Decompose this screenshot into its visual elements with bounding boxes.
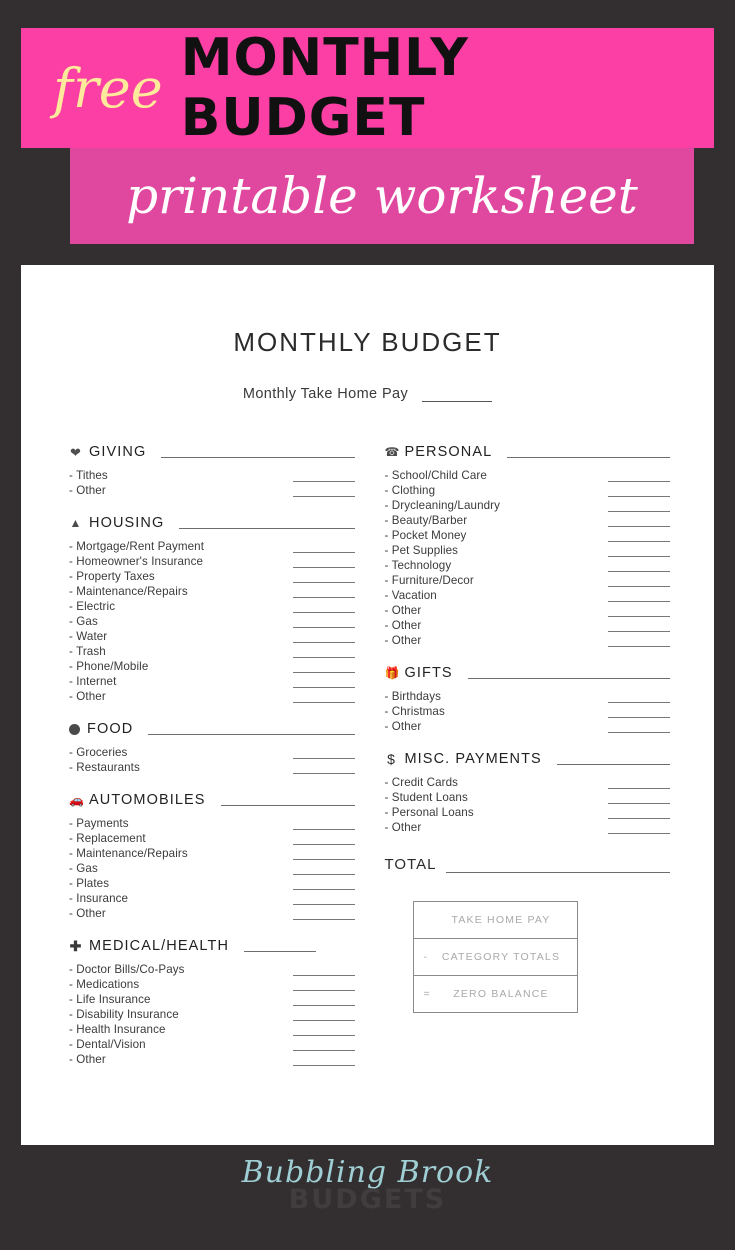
category-name: GIFTS (404, 665, 453, 681)
list-item (69, 815, 355, 830)
category-total-input[interactable] (244, 940, 316, 952)
list-item (69, 830, 355, 845)
category-name: AUTOMOBILES (89, 792, 206, 808)
item-input[interactable] (293, 878, 355, 890)
item-label: - Restaurants (69, 761, 140, 774)
take-home-pay-label: Monthly Take Home Pay (242, 386, 409, 402)
item-label: - Water (69, 630, 108, 643)
category-header (69, 721, 355, 737)
item-label: - Other (69, 690, 106, 703)
category-food (69, 721, 355, 774)
category-header (69, 792, 355, 808)
item-label: - Replacement (69, 832, 146, 845)
circle-icon (69, 724, 80, 735)
item-label: - Pocket Money (384, 529, 467, 542)
formula-row-category-totals (414, 939, 577, 976)
item-input[interactable] (293, 762, 355, 774)
list-item (385, 688, 671, 703)
gift-icon: 🎁 (384, 665, 400, 680)
category-name: MEDICAL/HEALTH (89, 938, 230, 954)
list-item (385, 789, 671, 804)
item-label: - Health Insurance (69, 1023, 166, 1036)
category-misc-payments (385, 751, 671, 834)
item-input[interactable] (293, 1054, 355, 1066)
item-label: - Gas (69, 615, 98, 628)
item-input[interactable] (293, 661, 355, 673)
worksheet (21, 265, 714, 1145)
zero-balance-formula-box (413, 901, 578, 1013)
list-item (69, 583, 355, 598)
item-label: - Life Insurance (69, 993, 151, 1006)
item-input[interactable] (608, 575, 670, 587)
take-home-pay-row (21, 386, 714, 402)
item-input[interactable] (293, 863, 355, 875)
category-medical-health (69, 938, 355, 1066)
item-input[interactable] (293, 470, 355, 482)
list-item (69, 598, 355, 613)
item-label: - Trash (69, 645, 106, 658)
banner-inner (21, 28, 714, 148)
item-label: - Dental/Vision (69, 1038, 146, 1051)
item-label: - Clothing (384, 484, 436, 497)
item-label: - Birthdays (384, 690, 442, 703)
item-label: - Furniture/Decor (384, 574, 474, 587)
list-item (69, 976, 355, 991)
list-item (69, 568, 355, 583)
category-items (69, 538, 355, 703)
item-label: - Internet (69, 675, 117, 688)
item-input[interactable] (608, 560, 670, 572)
item-input[interactable] (293, 691, 355, 703)
category-giving (69, 444, 355, 497)
category-items (69, 815, 355, 920)
formula-label: CATEGORY TOTALS (441, 951, 561, 963)
list-item (69, 1006, 355, 1021)
category-gifts (385, 665, 671, 733)
list-item (385, 718, 671, 733)
list-item (69, 759, 355, 774)
item-input[interactable] (293, 1009, 355, 1021)
list-item (69, 643, 355, 658)
formula-operator: - (423, 951, 429, 963)
item-label: - Property Taxes (69, 570, 155, 583)
item-label: - Drycleaning/Laundry (384, 499, 501, 512)
item-label: - Mortgage/Rent Payment (69, 540, 205, 553)
list-item (385, 804, 671, 819)
right-column (385, 444, 671, 1084)
list-item (69, 658, 355, 673)
category-header (385, 665, 671, 681)
item-input[interactable] (293, 818, 355, 830)
list-item (69, 673, 355, 688)
formula-operator: = (423, 988, 431, 1000)
list-item (69, 961, 355, 976)
item-input[interactable] (293, 646, 355, 658)
list-item (69, 860, 355, 875)
item-input[interactable] (608, 721, 670, 733)
category-name: HOUSING (89, 515, 165, 531)
item-label: - Doctor Bills/Co-Pays (69, 963, 185, 976)
item-label: - Beauty/Barber (384, 514, 468, 527)
item-label: - Other (384, 821, 422, 834)
item-input[interactable] (293, 485, 355, 497)
item-input[interactable] (608, 792, 670, 804)
category-personal (385, 444, 671, 647)
worksheet-title: MONTHLY BUDGET (233, 327, 502, 357)
logo-script-text: Bubbling Brook (241, 1155, 494, 1190)
list-item (69, 845, 355, 860)
list-item (385, 819, 671, 834)
item-input[interactable] (608, 590, 670, 602)
item-label: - Plates (69, 877, 110, 890)
item-label: - Insurance (69, 892, 129, 905)
list-item (385, 632, 671, 647)
list-item (385, 482, 671, 497)
banner-top (21, 28, 714, 148)
list-item (69, 467, 355, 482)
category-name: GIVING (89, 444, 147, 460)
category-housing (69, 515, 355, 703)
item-input[interactable] (608, 822, 670, 834)
item-input[interactable] (293, 1024, 355, 1036)
banner-title: MONTHLY BUDGET (180, 28, 469, 148)
banner-subtitle-bar (70, 148, 694, 244)
formula-label: TAKE HOME PAY (451, 914, 551, 926)
category-name: MISC. PAYMENTS (404, 751, 542, 767)
phone-icon: ☎ (384, 444, 400, 459)
category-total-input[interactable] (161, 446, 354, 458)
item-input[interactable] (293, 979, 355, 991)
list-item (385, 557, 671, 572)
list-item (385, 602, 671, 617)
list-item (69, 688, 355, 703)
item-input[interactable] (608, 515, 670, 527)
dollar-icon: $ (387, 750, 395, 767)
list-item (385, 587, 671, 602)
item-label: - Payments (69, 817, 129, 830)
item-input[interactable] (293, 848, 355, 860)
item-input[interactable] (293, 586, 355, 598)
item-input[interactable] (608, 545, 670, 557)
item-label: - Phone/Mobile (69, 660, 149, 673)
list-item (385, 527, 671, 542)
banner-subtitle: printable worksheet (126, 167, 638, 225)
list-item (385, 774, 671, 789)
item-input[interactable] (293, 908, 355, 920)
list-item (69, 482, 355, 497)
category-total-input[interactable] (468, 667, 670, 679)
item-label: - Christmas (384, 705, 445, 718)
category-total-input[interactable] (148, 723, 354, 735)
list-item (385, 617, 671, 632)
item-input[interactable] (608, 530, 670, 542)
list-item (69, 1036, 355, 1051)
total-row (385, 856, 671, 873)
list-item (69, 905, 355, 920)
item-input[interactable] (293, 676, 355, 688)
category-total-input[interactable] (221, 794, 355, 806)
category-items (69, 961, 355, 1066)
item-label: - Vacation (384, 589, 437, 602)
plus-icon: ✚ (69, 937, 82, 954)
item-label: - Other (69, 907, 106, 920)
left-column (69, 444, 355, 1084)
item-input[interactable] (293, 747, 355, 759)
list-item (69, 538, 355, 553)
item-label: - Tithes (69, 469, 108, 482)
item-input[interactable] (293, 964, 355, 976)
item-input[interactable] (293, 994, 355, 1006)
item-input[interactable] (608, 605, 670, 617)
list-item (69, 553, 355, 568)
item-input[interactable] (293, 616, 355, 628)
item-input[interactable] (608, 635, 670, 647)
category-items (385, 467, 671, 647)
category-header (69, 515, 355, 531)
item-input[interactable] (293, 1039, 355, 1051)
category-total-input[interactable] (507, 446, 670, 458)
list-item (385, 497, 671, 512)
list-item (69, 628, 355, 643)
category-header (385, 751, 671, 767)
formula-row-zero-balance (414, 976, 577, 1012)
item-input[interactable] (293, 601, 355, 613)
item-label: - Other (384, 604, 422, 617)
item-input[interactable] (608, 620, 670, 632)
list-item (385, 542, 671, 557)
item-label: - School/Child Care (384, 469, 487, 482)
list-item (69, 991, 355, 1006)
item-label: - Medications (69, 978, 140, 991)
item-input[interactable] (608, 500, 670, 512)
item-input[interactable] (293, 556, 355, 568)
item-label: - Homeowner's Insurance (69, 555, 204, 568)
item-label: - Pet Supplies (384, 544, 459, 557)
category-items (385, 774, 671, 834)
list-item (69, 890, 355, 905)
item-input[interactable] (608, 777, 670, 789)
category-total-input[interactable] (179, 517, 354, 529)
list-item (69, 1051, 355, 1066)
item-label: - Other (384, 619, 422, 632)
item-label: - Technology (384, 559, 452, 572)
item-label: - Personal Loans (384, 806, 474, 819)
item-label: - Maintenance/Repairs (69, 847, 188, 860)
item-input[interactable] (608, 691, 670, 703)
list-item (385, 703, 671, 718)
category-header (69, 938, 355, 954)
list-item (69, 744, 355, 759)
formula-label: ZERO BALANCE (453, 988, 549, 1000)
item-label: - Other (384, 720, 422, 733)
item-label: - Other (69, 484, 106, 497)
item-label: - Other (69, 1053, 106, 1066)
item-label: - Gas (69, 862, 98, 875)
house-icon: ▲ (69, 515, 82, 530)
item-input[interactable] (293, 631, 355, 643)
item-input[interactable] (293, 571, 355, 583)
list-item (385, 467, 671, 482)
car-icon: 🚗 (69, 792, 84, 807)
item-label: - Student Loans (384, 791, 468, 804)
category-items (385, 688, 671, 733)
list-item (385, 572, 671, 587)
list-item (69, 875, 355, 890)
item-label: - Disability Insurance (69, 1008, 179, 1021)
item-input[interactable] (293, 541, 355, 553)
category-header (385, 444, 671, 460)
formula-row-take-home (414, 902, 577, 939)
item-input[interactable] (293, 893, 355, 905)
item-input[interactable] (608, 485, 670, 497)
item-input[interactable] (293, 833, 355, 845)
list-item (69, 1021, 355, 1036)
category-name: PERSONAL (404, 444, 493, 460)
banner-free-word: free (53, 56, 163, 120)
item-label: - Electric (69, 600, 116, 613)
worksheet-columns (21, 444, 714, 1084)
category-items (69, 467, 355, 497)
logo-sub-text: BUDGETS (288, 1184, 447, 1215)
category-total-input[interactable] (557, 753, 670, 765)
item-label: - Maintenance/Repairs (69, 585, 188, 598)
category-automobiles (69, 792, 355, 920)
list-item (69, 613, 355, 628)
category-header (69, 444, 355, 460)
item-input[interactable] (608, 706, 670, 718)
category-name: FOOD (87, 721, 134, 737)
item-input[interactable] (608, 807, 670, 819)
take-home-pay-input[interactable] (422, 389, 492, 402)
item-label: - Groceries (69, 746, 128, 759)
category-items (69, 744, 355, 774)
total-label: TOTAL (384, 856, 437, 873)
item-input[interactable] (608, 470, 670, 482)
item-label: - Credit Cards (384, 776, 459, 789)
list-item (385, 512, 671, 527)
total-input[interactable] (446, 861, 670, 873)
heart-icon: ❤ (70, 444, 81, 460)
item-label: - Other (384, 634, 422, 647)
site-logo (0, 1155, 735, 1215)
